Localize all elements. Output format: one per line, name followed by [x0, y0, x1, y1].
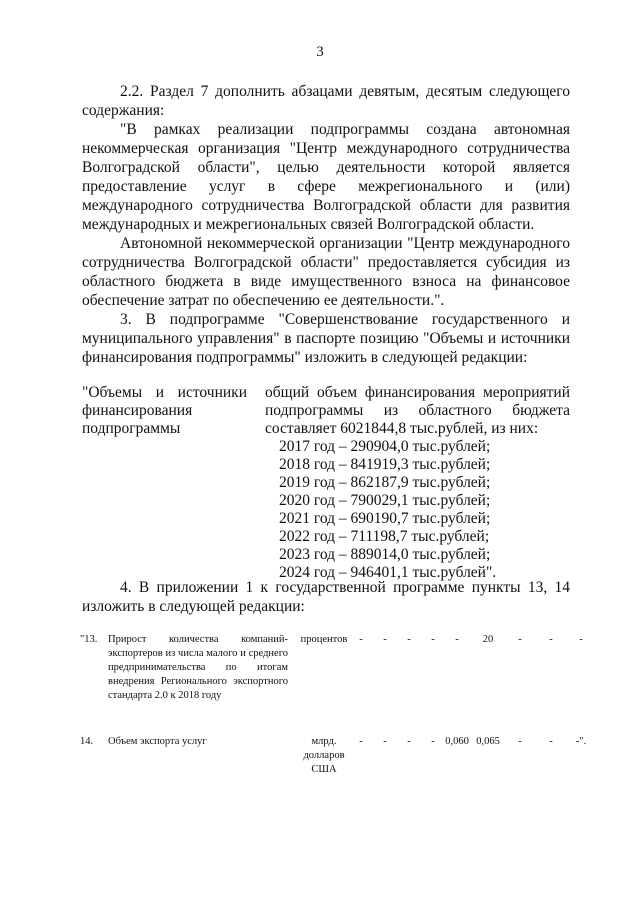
paragraph-2-2: 2.2. Раздел 7 дополнить абзацами девятым, десятым следующего содержания: — [82, 83, 570, 119]
row-value: -". — [575, 736, 587, 747]
year-line: 2021 год – 690190,7 тыс.рублей; — [279, 510, 491, 527]
year-line: 2022 год – 711198,7 тыс.рублей; — [279, 528, 490, 545]
row-name: Объем экспорта услуг — [108, 736, 207, 747]
paragraph-3: 3. В подпрограмме "Совершенствование государственного и муниципального управления" в паспорте позицию "Объемы и источники финансирования подпрограммы" изложить в следующей редакции: — [82, 311, 570, 366]
paragraph-4: 4. В приложении 1 к государственной программе пункты 13, 14 изложить в следующей редакции: — [82, 579, 570, 615]
row-value: - — [579, 634, 583, 645]
row-value: 0,065 — [476, 736, 500, 747]
row-value: - — [518, 736, 522, 747]
paragraph-quote-2: Автономной некоммерческой организации "Центр международного сотрудничества Волгоградской области" предоставляется субсидия из областного бюджета в виде имущественного взноса на финансовое обеспечение затрат по обеспечению ее деятельности.". — [82, 235, 570, 309]
year-line: 2019 год – 862187,9 тыс.рублей; — [279, 474, 491, 491]
year-line: 2023 год – 889014,0 тыс.рублей; — [279, 546, 491, 563]
row-value: - — [431, 736, 435, 747]
row-value: - — [549, 736, 553, 747]
financing-label: "Объемы и источники финансирования подпрограммы — [82, 384, 247, 437]
row-unit: млрд. долларов США — [303, 736, 345, 775]
paragraph-quote-1: "В рамках реализации подпрограммы создана автономная некоммерческая организация "Центр международного сотрудничества Волгоградской области", целью деятельности которой является предоставление услуг в сфере межрегионального и (или) международного сотрудничества Волгоградской области для развития международных и межрегиональных связей Волгоградской области. — [82, 121, 570, 233]
page-number: 3 — [316, 44, 324, 60]
row-name: Прирост количества компаний-экспортеров из числа малого и среднего предпринимательства по итогам внедрения Регионального экспортного стандарта 2.0 к 2018 году — [108, 634, 288, 701]
financing-intro: общий объем финансирования мероприятий подпрограммы из областного бюджета составляет 6021844,8 тыс.рублей, из них: — [265, 384, 570, 437]
row-number: 14. — [80, 736, 94, 747]
row-unit: процентов — [300, 634, 348, 645]
row-number: "13. — [80, 634, 98, 645]
year-line: 2017 год – 290904,0 тыс.рублей; — [279, 438, 491, 455]
row-value: - — [383, 736, 387, 747]
row-value: - — [407, 736, 411, 747]
year-line: 2024 год – 946401,1 тыс.рублей". — [279, 564, 497, 581]
row-value: - — [407, 634, 411, 645]
row-value: 0,060 — [445, 736, 469, 747]
row-value: 20 — [482, 634, 494, 645]
row-value: - — [359, 634, 363, 645]
year-line: 2020 год – 790029,1 тыс.рублей; — [279, 492, 491, 509]
year-line: 2018 год – 841919,3 тыс.рублей; — [279, 456, 491, 473]
financing-details — [265, 384, 570, 582]
row-value: - — [518, 634, 522, 645]
financing-years — [279, 438, 570, 582]
row-value: - — [383, 634, 387, 645]
row-value: - — [455, 634, 459, 645]
row-value: - — [549, 634, 553, 645]
row-value: - — [431, 634, 435, 645]
body-text — [82, 82, 570, 367]
row-value: - — [359, 736, 363, 747]
section-4 — [82, 578, 570, 616]
